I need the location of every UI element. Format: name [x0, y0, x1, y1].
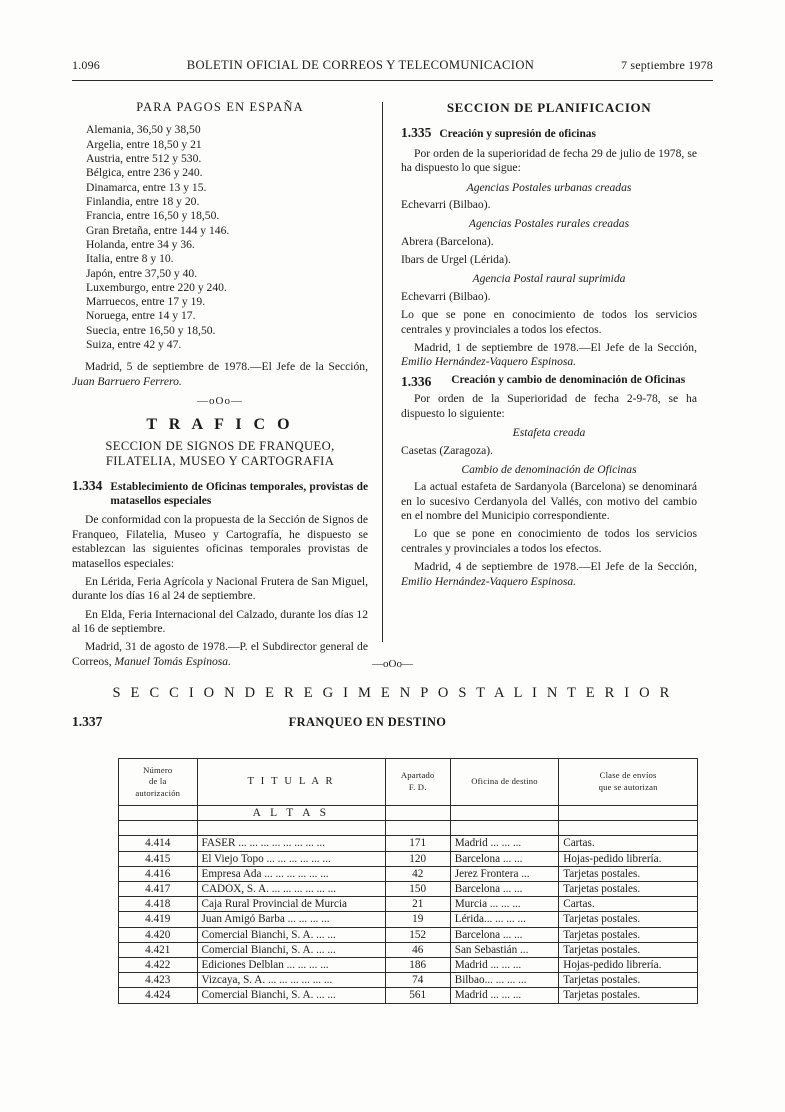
left-column [72, 100, 382, 673]
item-1336-title: Creación y cambio de denominación de Oficinas [451, 373, 686, 386]
col-header-apartado-l1: Apartado [400, 770, 435, 781]
signoff-paragraph-4 [401, 560, 697, 589]
cell-titular: CADOX, S. A. ... ... ... ... ... ... [197, 882, 385, 897]
list-item: Finlandia, entre 18 y 20. [86, 194, 200, 208]
signoff-name-3: Emilio Hernández-Vaquero Espinosa. [401, 355, 577, 369]
cell-clase: Tarjetas postales. [559, 912, 698, 927]
urbanas-entry: Echevarri (Bilbao). [401, 197, 491, 211]
cell-apartado: 186 [385, 958, 450, 973]
item-1336-paragraph-2: La actual estafeta de Sardanyola (Barcelona) se denominará en lo sucesivo Cerdanyola del Vallés, con motivo del cambio en el nombre del Municipio correspondiente. [401, 480, 697, 523]
signoff-name-4: Emilio Hernández-Vaquero Espinosa. [401, 574, 577, 588]
cell-apartado: 171 [385, 836, 450, 851]
col-header-clase-l1: Clase de envíos [599, 770, 657, 781]
item-1334-title: Establecimiento de Oficinas temporales, provistas de matasellos especiales [110, 481, 368, 507]
cell-oficina: Bilbao... ... ... ... [450, 973, 559, 988]
cell-oficina: Barcelona ... ... [450, 927, 559, 942]
interior-section-title: S E C C I O N D E R E G I M E N P O S T A L I N T E R I O R [112, 685, 673, 701]
table-row [119, 882, 698, 897]
signoff-text-4: Madrid, 4 de septiembre de 1978.—El Jefe de la Sección, [414, 560, 697, 574]
item-1334-paragraph-3: En Elda, Feria Internacional del Calzado, durante los días 12 al 16 de septiembre. [72, 607, 368, 636]
table-row [119, 958, 698, 973]
section-spacer-apartado [385, 806, 450, 821]
cell-oficina: Barcelona ... ... [450, 882, 559, 897]
header-rule [72, 80, 713, 81]
cell-numero: 4.421 [119, 942, 198, 957]
section-label-altas: A L T A S [197, 806, 385, 821]
cell-clase: Tarjetas postales. [559, 866, 698, 881]
item-1335-paragraph-1: Por orden de la superioridad de fecha 29 de julio de 1978, se ha dispuesto lo que sigue: [401, 146, 697, 175]
cell-oficina: Madrid ... ... ... [450, 988, 559, 1003]
item-1336-paragraph-3: Lo que se pone en conocimiento de todos los servicios centrales y provinciales a todos los efectos. [401, 527, 697, 555]
cell-titular: Comercial Bianchi, S. A. ... ... [197, 942, 385, 957]
col-header-oficina: Oficina de destino [450, 759, 559, 806]
cell-titular: Vizcaya, S. A. ... ... ... ... ... ... [197, 973, 385, 988]
cell-numero: 4.418 [119, 897, 198, 912]
table-row [119, 927, 698, 942]
col-header-titular: T I T U L A R [197, 759, 385, 806]
table-row [119, 942, 698, 957]
item-1336-paragraph-1: Por orden de la Superioridad de fecha 2-9-78, se ha dispuesto lo siguiente: [401, 392, 697, 420]
ornament-divider: —oOo— [197, 395, 243, 408]
cell-apartado: 19 [385, 912, 450, 927]
table-row [119, 912, 698, 927]
spacer-cell [559, 821, 698, 836]
cell-oficina: Madrid ... ... ... [450, 958, 559, 973]
section-spacer-clase [559, 806, 698, 821]
trafico-title: T R A F I C O [146, 415, 294, 433]
list-item: Japón, entre 37,50 y 40. [86, 266, 198, 280]
list-item: Francia, entre 16,50 y 18,50. [86, 209, 220, 223]
cell-oficina: Lérida... ... ... ... [450, 912, 559, 927]
cell-clase: Tarjetas postales. [559, 882, 698, 897]
cell-titular: Ediciones Delblan ... ... ... ... [197, 958, 385, 973]
cell-apartado: 152 [385, 927, 450, 942]
cell-clase: Hojas-pedido librería. [559, 958, 698, 973]
spacer-cell [197, 821, 385, 836]
ornament-divider-2: —oOo— [372, 658, 413, 670]
suprimida-entry: Echevarri (Bilbao). [401, 289, 491, 303]
cell-numero: 4.423 [119, 973, 198, 988]
list-item: Italia, entre 8 y 10. [86, 252, 174, 266]
cell-oficina: Barcelona ... ... [450, 851, 559, 866]
table-section-row [119, 806, 698, 821]
body-columns [72, 100, 713, 673]
cell-titular: El Viejo Topo ... ... ... ... ... ... [197, 851, 385, 866]
pagos-heading: PARA PAGOS EN ESPAÑA [136, 100, 304, 114]
cell-apartado: 561 [385, 988, 450, 1003]
cell-numero: 4.415 [119, 851, 198, 866]
list-item: Dinamarca, entre 13 y 15. [86, 180, 207, 194]
section-spacer-left [119, 806, 198, 821]
cell-clase: Tarjetas postales. [559, 988, 698, 1003]
cell-numero: 4.420 [119, 927, 198, 942]
item-1335-title: Creación y supresión de oficinas [439, 128, 596, 141]
item-1337-title: FRANQUEO EN DESTINO [288, 715, 447, 729]
rates-list [72, 123, 368, 352]
item-1336-header [401, 374, 697, 388]
list-item: Suecia, entre 16,50 y 18,50. [86, 323, 216, 337]
planificacion-title: SECCION DE PLANIFICACION [446, 100, 652, 115]
section-spacer-oficina [450, 806, 559, 821]
list-item: Suiza, entre 42 y 47. [86, 338, 182, 352]
cell-oficina: Jerez Frontera ... [450, 866, 559, 881]
signoff-text: Madrid, 5 de septiembre de 1978.—El Jefe de la Sección, [85, 360, 368, 374]
item-1335-paragraph-2: Lo que se pone en conocimiento de todos los servicios centrales y provinciales a todos los efectos. [401, 308, 697, 336]
cell-clase: Tarjetas postales. [559, 973, 698, 988]
cell-apartado: 150 [385, 882, 450, 897]
rurales-entry-2: Ibars de Urgel (Lérida). [401, 253, 511, 267]
cell-clase: Cartas. [559, 897, 698, 912]
col-header-clase-l2: que se autorizan [598, 782, 658, 792]
spacer-cell [119, 821, 198, 836]
label-urbanas: Agencias Postales urbanas creadas [466, 180, 632, 194]
item-1334-number: 1.334 [72, 478, 103, 494]
table-row [119, 988, 698, 1003]
cell-numero: 4.416 [119, 866, 198, 881]
page-folio: 1.096 [72, 58, 100, 72]
cell-apartado: 120 [385, 851, 450, 866]
label-estafeta: Estafeta creada [512, 426, 586, 440]
cell-titular: Empresa Ada ... ... ... ... ... ... [197, 866, 385, 881]
list-item: Alemania, 36,50 y 38,50 [86, 123, 201, 137]
cell-numero: 4.422 [119, 958, 198, 973]
item-1335-number: 1.335 [401, 125, 432, 141]
signoff-paragraph [72, 360, 368, 389]
table-row [119, 897, 698, 912]
cell-oficina: Madrid ... ... ... [450, 836, 559, 851]
cell-clase: Cartas. [559, 836, 698, 851]
col-header-numero [119, 759, 198, 806]
item-1337-header [72, 714, 713, 730]
signoff-name-2: Manuel Tomás Espinosa. [114, 654, 232, 668]
signoff-name: Juan Barruero Ferrero. [72, 374, 182, 388]
rurales-entry-1: Abrera (Barcelona). [401, 234, 494, 248]
list-item: Gran Bretaña, entre 144 y 146. [86, 223, 230, 237]
label-suprimida: Agencia Postal raural suprimida [472, 272, 626, 286]
cell-titular: FASER ... ... ... ... ... ... ... ... [197, 836, 385, 851]
cell-numero: 4.414 [119, 836, 198, 851]
item-1336-number: 1.336 [401, 373, 432, 389]
list-item: Bélgica, entre 236 y 240. [86, 166, 203, 180]
col-header-apartado [385, 759, 450, 806]
col-header-numero-l3: autorización [135, 787, 181, 798]
cell-titular: Juan Amigó Barba ... ... ... ... [197, 912, 385, 927]
table-body [119, 806, 698, 1004]
spacer-cell [385, 821, 450, 836]
cell-apartado: 42 [385, 866, 450, 881]
cell-apartado: 74 [385, 973, 450, 988]
table-row [119, 851, 698, 866]
item-1334-paragraph-1: De conformidad con la propuesta de la Sección de Signos de Franqueo, Filatelia, Museo y Cartografía, he dispuesto se establezcan las siguientes oficinas temporales provistas de matasellos especiales: [72, 513, 368, 570]
authorizations-table [118, 758, 698, 1004]
cell-numero: 4.417 [119, 882, 198, 897]
list-item: Noruega, entre 14 y 17. [86, 309, 196, 323]
signoff-paragraph-3 [401, 341, 697, 370]
list-item: Marruecos, entre 17 y 19. [86, 295, 206, 309]
item-1334-paragraph-2: En Lérida, Feria Agrícola y Nacional Frutera de San Miguel, durante los días 16 al 24 de septiembre. [72, 574, 368, 603]
item-1335-header [401, 125, 697, 142]
right-column [383, 100, 697, 673]
list-item: Holanda, entre 34 y 36. [86, 237, 195, 251]
list-item: Austria, entre 512 y 530. [86, 152, 202, 165]
col-header-numero-l1: Número [143, 764, 173, 775]
col-header-numero-l2: de la [149, 776, 167, 787]
list-item: Argelia, entre 18,50 y 21 [86, 137, 202, 151]
cell-clase: Tarjetas postales. [559, 942, 698, 957]
cell-oficina: San Sebastián ... [450, 942, 559, 957]
spacer-cell [450, 821, 559, 836]
cell-apartado: 46 [385, 942, 450, 957]
table-row [119, 866, 698, 881]
signoff-text-2: Madrid, 31 de agosto de 1978.—P. el Subdirector general de Correos, [72, 640, 368, 668]
cell-titular: Caja Rural Provincial de Murcia [197, 897, 385, 912]
cell-titular: Comercial Bianchi, S. A. ... ... [197, 927, 385, 942]
issue-date: 7 septiembre 1978 [620, 58, 713, 72]
list-item: Luxemburgo, entre 220 y 240. [86, 280, 227, 294]
cell-numero: 4.424 [119, 988, 198, 1003]
cell-numero: 4.419 [119, 912, 198, 927]
table-header-row [119, 759, 698, 806]
trafico-subtitle: SECCION DE SIGNOS DE FRANQUEO, FILATELIA, MUSEO Y CARTOGRAFIA [105, 438, 335, 469]
table-head [119, 759, 698, 806]
table-row [119, 973, 698, 988]
label-cambio: Cambio de denominación de Oficinas [461, 462, 637, 476]
cell-oficina: Murcia ... ... ... [450, 897, 559, 912]
col-header-clase [559, 759, 698, 806]
signoff-text-3: Madrid, 1 de septiembre de 1978.—El Jefe de la Sección, [414, 340, 697, 354]
masthead [72, 58, 713, 73]
cell-titular: Comercial Bianchi, S. A. ... ... [197, 988, 385, 1003]
item-1334-header [72, 478, 368, 508]
label-rurales: Agencias Postales rurales creadas [468, 217, 630, 231]
item-1337-number: 1.337 [72, 714, 103, 729]
cell-clase: Hojas-pedido librería. [559, 851, 698, 866]
table-spacer-row [119, 821, 698, 836]
cell-apartado: 21 [385, 897, 450, 912]
cell-clase: Tarjetas postales. [559, 927, 698, 942]
bulletin-title: BOLETIN OFICIAL DE CORREOS Y TELECOMUNICACION [186, 58, 535, 72]
estafeta-entry: Casetas (Zaragoza). [401, 443, 494, 457]
col-header-apartado-l2: F. D. [408, 782, 427, 792]
table-row [119, 836, 698, 851]
